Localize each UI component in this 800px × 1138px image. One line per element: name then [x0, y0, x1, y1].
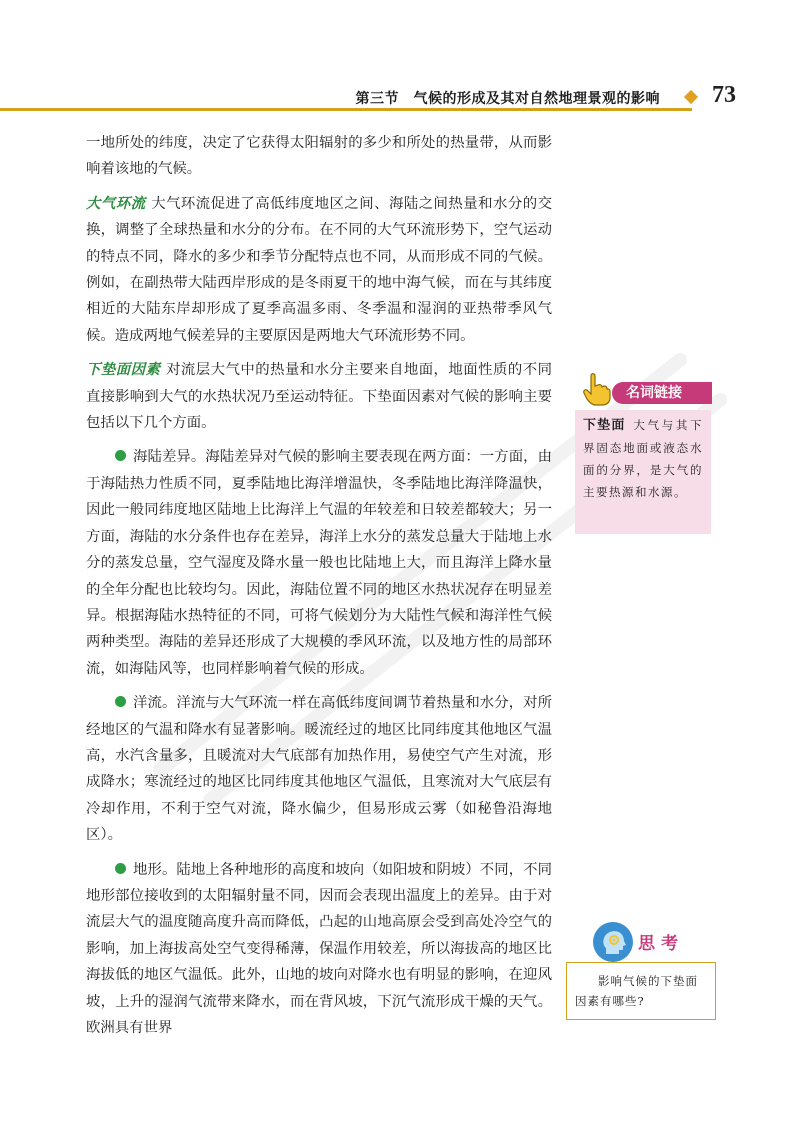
term-link-header: [582, 372, 712, 406]
term-definition: 大气与其下界固态地面或液态水面的分界，是大气的主要热源和水源。: [583, 418, 703, 499]
paragraph-underlying-surface-text: 对流层大气中的热量和水分主要来自地面，地面性质的不同直接影响到大气的水热状况乃至运动特征。下垫面因素对气候的影响主要包括以下几个方面。: [86, 362, 552, 432]
term-link-title: 名词链接: [612, 382, 712, 404]
page-number: 73: [712, 82, 736, 108]
paragraph-intro: 一地所处的纬度，决定了它获得太阳辐射的多少和所处的热量带，从而影响着该地的气候。: [86, 135, 552, 178]
paragraph-circulation-text: 大气环流促进了高低纬度地区之间、海陆之间热量和水分的交换，调整了全球热量和水分的分布。在不同的大气环流形势下，空气运动的特点不同，降水的多少和季节分配特点也不同，从而形成不同的气候。例如，在副热带大陆西岸形成的是冬雨夏干的地中海气候，而在与其纬度相近的大陆东岸却形成了夏季高温多雨、冬季温和湿润的亚热带季风气候。造成两地气候差异的主要原因是两地大气环流形势不同。: [86, 195, 552, 344]
thinking-head-icon: [592, 921, 634, 963]
paragraph-ocean-current: [86, 690, 552, 848]
bullet-icon: [115, 450, 126, 461]
keyword-underlying-surface: 下垫面因素: [86, 362, 161, 379]
think-header: [592, 921, 722, 963]
bullet-icon: [115, 696, 126, 707]
paragraph-ocean-current-text: 洋流。洋流与大气环流一样在高低纬度间调节着热量和水分，对所经地区的气温和降水有显著影响。暖流经过的地区比同纬度其他地区气温高，水汽含量多，且暖流对大气底部有加热作用，易使空气产生对流，形成降水；寒流经过的地区比同纬度其他地区气温低，且寒流对大气底层有冷却作用，不利于空气对流，降水偏少，但易形成云雾（如秘鲁沿海地区）。: [86, 695, 552, 844]
paragraph-land-sea: [86, 444, 552, 682]
bullet-icon: [115, 863, 126, 874]
diamond-icon: [684, 90, 698, 104]
pointing-hand-icon: [582, 372, 612, 406]
header-rule: [0, 108, 692, 111]
paragraph-circulation: [86, 191, 552, 349]
paragraph-underlying-surface: [86, 357, 552, 436]
think-title: 思考: [638, 934, 684, 954]
think-question-box: [566, 962, 716, 1020]
page-header: [0, 82, 780, 112]
term-word: 下垫面: [583, 418, 626, 433]
paragraph-terrain-text: 地形。陆地上各种地形的高度和坡向（如阳坡和阴坡）不同，不同地形部位接收到的太阳辐射量不同，因而会表现出温度上的差异。由于对流层大气的温度随高度升高而降低，凸起的山地高原会受到高处冷空气的影响，加上海拔高处空气变得稀薄，保温作用较差，所以海拔高的地区比海拔低的地区气温低。此外，山地的坡向对降水也有明显的影响，在迎风坡，上升的湿润气流带来降水，而在背风坡，下沉气流形成干燥的天气。欧洲具有世界: [86, 861, 552, 1036]
keyword-circulation: 大气环流: [86, 195, 146, 212]
main-text: [86, 130, 552, 1049]
paragraph-land-sea-text: 海陆差异。海陆差异对气候的影响主要表现在两方面：一方面，由于海陆热力性质不同，夏季陆地比海洋增温快，冬季陆地比海洋降温快，因此一般同纬度地区陆地上比海洋上气温的年较差和日较差都较大；另一方面，海陆的水分条件也存在差异，海洋上水分的蒸发总量大于陆地上水分的蒸发总量，空气湿度及降水量一般也比陆地上大，而且海洋上降水量的全年分配也比较均匀。因此，海陆位置不同的地区水热状况存在明显差异。根据海陆水热特征的不同，可将气候划分为大陆性气候和海洋性气候两种类型。海陆的差异还形成了大规模的季风环流，以及地方性的局部环流，如海陆风等，也同样影响着气候的形成。: [86, 449, 552, 677]
term-definition-box: [575, 410, 711, 534]
think-question: 影响气候的下垫面因素有哪些?: [575, 974, 698, 1008]
paragraph-terrain: [86, 857, 552, 1042]
section-title: 第三节 气候的形成及其对自然地理景观的影响: [355, 91, 660, 107]
